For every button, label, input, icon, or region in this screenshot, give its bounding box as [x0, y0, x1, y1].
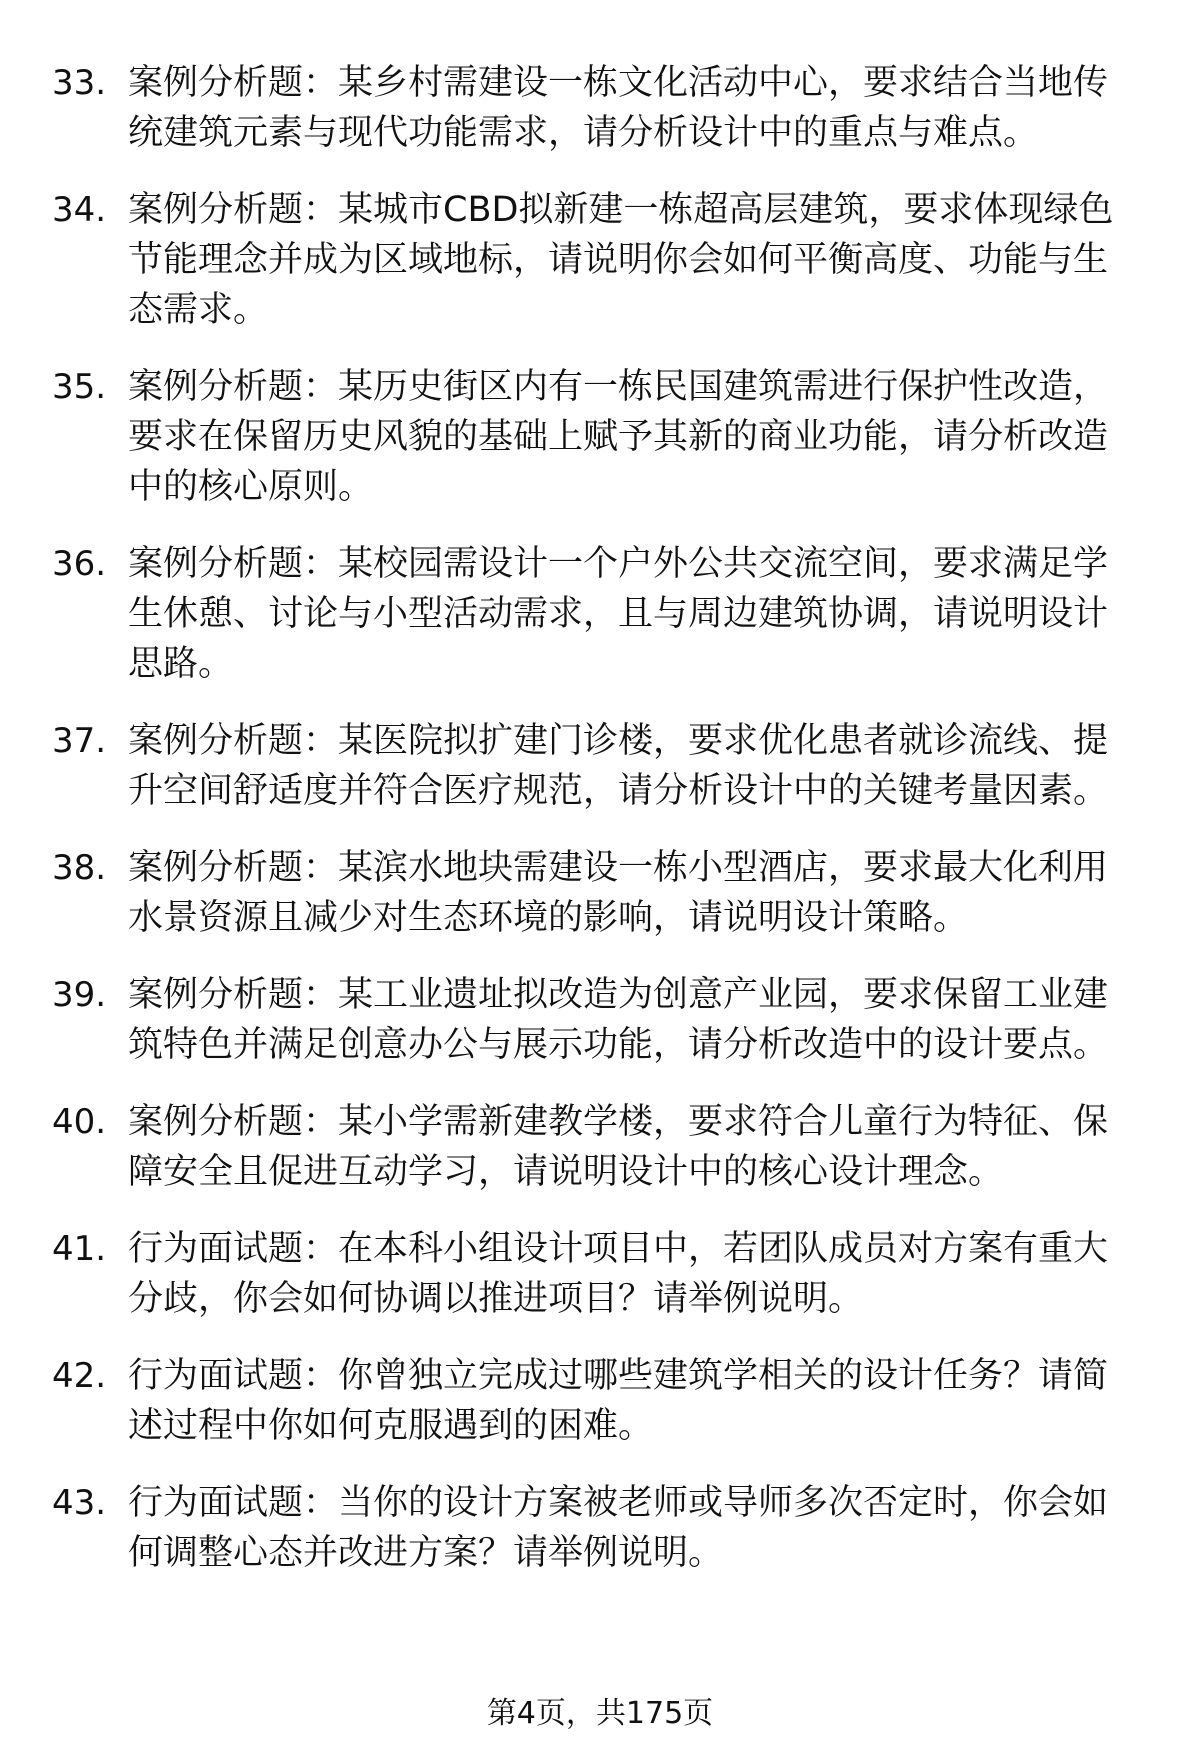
question-text-line: 述过程中你如何克服遇到的困难。 — [128, 1406, 654, 1446]
question-text-line: 案例分析题：某历史街区内有一栋民国建筑需进行保护性改造， — [128, 367, 1109, 407]
question-item — [0, 1224, 1200, 1324]
question-text-line: 筑特色并满足创意办公与展示功能，请分析改造中的设计要点。 — [128, 1025, 1109, 1065]
question-text-line: 行为面试题：在本科小组设计项目中，若团队成员对方案有重大 — [128, 1229, 1109, 1269]
question-text — [128, 539, 1200, 689]
question-text-line: 升空间舒适度并符合医疗规范，请分析设计中的关键考量因素。 — [128, 771, 1109, 811]
question-item — [0, 58, 1200, 158]
question-text-line: 何调整心态并改进方案？请举例说明。 — [128, 1533, 724, 1573]
question-text-line: 障安全且促进互动学习，请说明设计中的核心设计理念。 — [128, 1152, 1004, 1192]
question-text — [128, 843, 1200, 943]
question-number: 36. — [52, 544, 107, 584]
question-text-line: 行为面试题：当你的设计方案被老师或导师多次否定时，你会如 — [128, 1483, 1109, 1523]
question-text-line: 行为面试题：你曾独立完成过哪些建筑学相关的设计任务？请简 — [128, 1356, 1109, 1396]
question-number: 35. — [52, 367, 107, 407]
question-item — [0, 843, 1200, 943]
question-item — [0, 716, 1200, 816]
question-item — [0, 1478, 1200, 1578]
question-item — [0, 185, 1200, 335]
page-footer: 第4页，共175页 — [486, 1696, 714, 1731]
question-text-line: 案例分析题：某滨水地块需建设一栋小型酒店，要求最大化利用 — [128, 848, 1109, 888]
question-text-line: 生休憩、讨论与小型活动需求，且与周边建筑协调，请说明设计 — [128, 594, 1109, 634]
question-text-line: 水景资源且减少对生态环境的影响，请说明设计策略。 — [128, 898, 969, 938]
question-text-line: 案例分析题：某小学需新建教学楼，要求符合儿童行为特征、保 — [128, 1102, 1109, 1142]
question-text — [128, 970, 1200, 1070]
question-text-line: 案例分析题：某工业遗址拟改造为创意产业园，要求保留工业建 — [128, 975, 1109, 1015]
question-text — [128, 1351, 1200, 1451]
question-text-line: 统建筑元素与现代功能需求，请分析设计中的重点与难点。 — [128, 113, 1039, 153]
question-number: 42. — [52, 1356, 107, 1396]
question-item — [0, 970, 1200, 1070]
question-text-line: 思路。 — [128, 644, 234, 684]
question-number: 33. — [52, 63, 107, 103]
question-number: 37. — [52, 721, 107, 761]
question-text-line: 分歧，你会如何协调以推进项目？请举例说明。 — [128, 1279, 864, 1319]
question-text-line: 要求在保留历史风貌的基础上赋予其新的商业功能，请分析改造 — [128, 417, 1109, 457]
question-text — [128, 716, 1200, 816]
question-text-line: 节能理念并成为区域地标，请说明你会如何平衡高度、功能与生 — [128, 240, 1109, 280]
question-text-line: 案例分析题：某医院拟扩建门诊楼，要求优化患者就诊流线、提 — [128, 721, 1109, 761]
question-item — [0, 1351, 1200, 1451]
question-text-line: 态需求。 — [128, 290, 269, 330]
question-number: 41. — [52, 1229, 107, 1269]
question-item — [0, 1097, 1200, 1197]
question-number: 43. — [52, 1483, 107, 1523]
question-number: 40. — [52, 1102, 107, 1142]
question-number: 34. — [52, 190, 107, 230]
question-text-line: 案例分析题：某城市CBD拟新建一栋超高层建筑，要求体现绿色 — [128, 190, 1114, 230]
question-text — [128, 58, 1200, 158]
question-number: 38. — [52, 848, 107, 888]
question-number: 39. — [52, 975, 107, 1015]
question-text — [128, 1097, 1200, 1197]
question-text — [128, 185, 1200, 335]
question-item — [0, 362, 1200, 512]
question-text — [128, 362, 1200, 512]
question-text — [128, 1478, 1200, 1578]
question-list — [0, 58, 1200, 1605]
question-text-line: 案例分析题：某校园需设计一个户外公共交流空间，要求满足学 — [128, 544, 1109, 584]
question-text-line: 案例分析题：某乡村需建设一栋文化活动中心，要求结合当地传 — [128, 63, 1109, 103]
question-text — [128, 1224, 1200, 1324]
question-item — [0, 539, 1200, 689]
question-text-line: 中的核心原则。 — [128, 467, 374, 507]
